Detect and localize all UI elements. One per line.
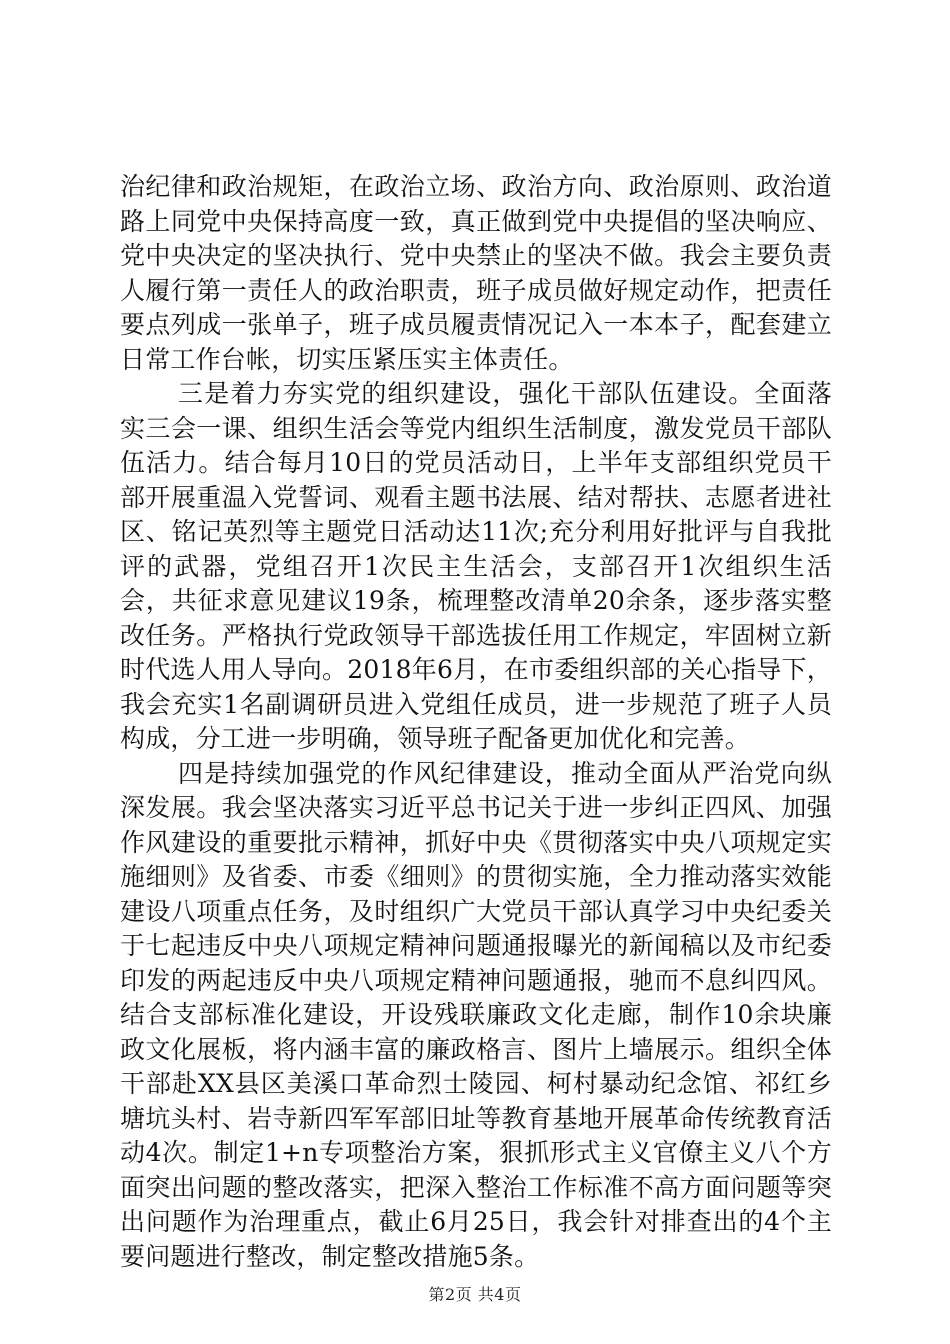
- paragraph-style-discipline: 四是持续加强党的作风纪律建设，推动全面从严治党向纵深发展。我会坚决落实习近平总书记关于进一步纠正四风、加强作风建设的重要批示精神，抓好中央《贯彻落实中央八项规定实施细则》及省委、市委《细则》的贯彻实施，全力推动落实效能建设八项重点任务，及时组织广大党员干部认真学习中央纪委关于七起违反中央八项规定精神问题通报曝光的新闻稿以及市纪委印发的两起违反中央八项规定精神问题通报，驰而不息纠四风。结合支部标准化建设，开设残联廉政文化走廊，制作10余块廉政文化展板，将内涵丰富的廉政格言、图片上墙展示。组织全体干部赴XX县区美溪口革命烈士陵园、柯村暴动纪念馆、祁红乡塘坑头村、岩寺新四军军部旧址等教育基地开展革命传统教育活动4次。制定1+n专项整治方案，狠抓形式主义官僚主义八个方面突出问题的整改落实，把深入整治工作标准不高方面问题等突出问题作为治理重点，截止6月25日，我会针对排查出的4个主要问题进行整改，制定整改措施5条。: [120, 758, 832, 1271]
- page-footer: 第2页 共4页: [428, 1285, 522, 1304]
- paragraph-organization-building: 三是着力夯实党的组织建设，强化干部队伍建设。全面落实三会一课、组织生活会等党内组织生活制度，激发党员干部队伍活力。结合每月10日的党员活动日，上半年支部组织党员干部开展重温入党誓词、观看主题书法展、结对帮扶、志愿者进社区、铭记英烈等主题党日活动达11次;充分利用好批评与自我批评的武器，党组召开1次民主生活会，支部召开1次组织生活会，共征求意见建议19条，梳理整改清单20余条，逐步落实整改任务。严格执行党政领导干部选拔任用工作规定，牢固树立新时代选人用人导向。2018年6月，在市委组织部的关心指导下，我会充实1名副调研员进入党组任成员，进一步规范了班子人员构成，分工进一步明确，领导班子配备更加优化和完善。: [120, 379, 832, 753]
- document-body: [120, 170, 832, 1274]
- paragraph-continuation: 治纪律和政治规矩，在政治立场、政治方向、政治原则、政治道路上同党中央保持高度一致，真正做到党中央提倡的坚决响应、党中央决定的坚决执行、党中央禁止的坚决不做。我会主要负责人履行第一责任人的政治职责，班子成员做好规定动作，把责任要点列成一张单子，班子成员履责情况记入一本本子，配套建立日常工作台帐，切实压紧压实主体责任。: [120, 172, 832, 374]
